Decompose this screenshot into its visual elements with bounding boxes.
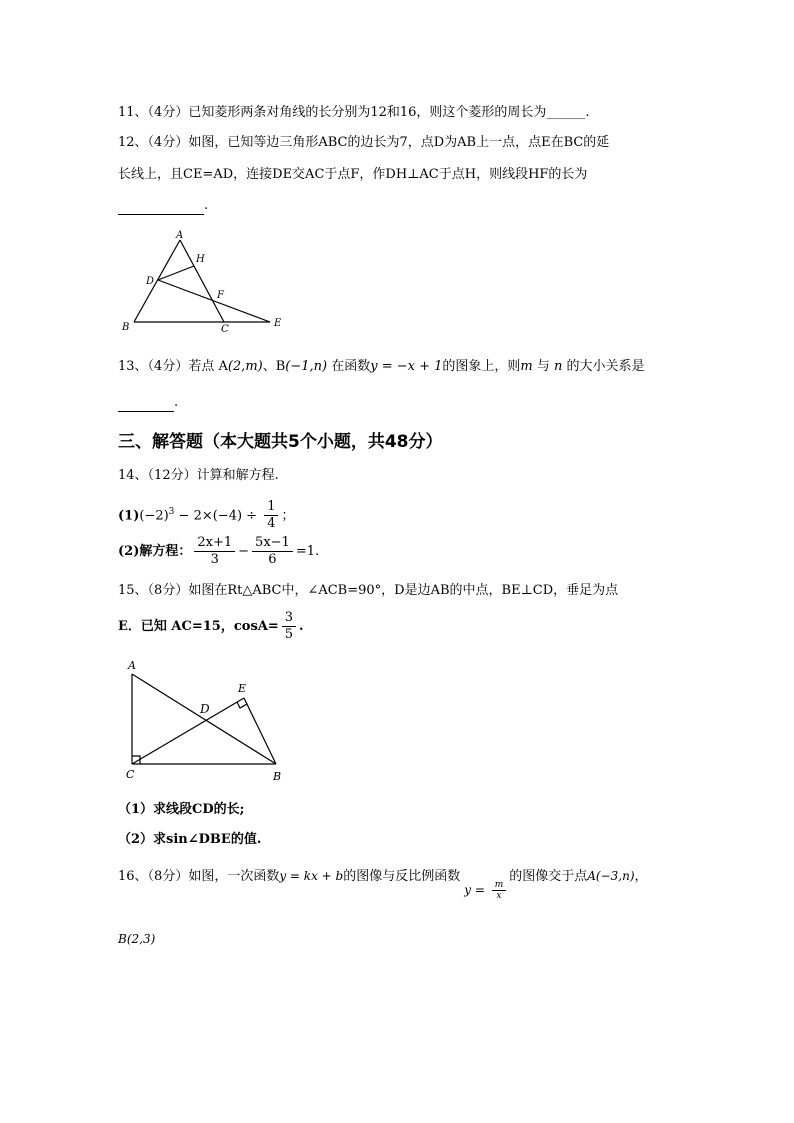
q15-sub1-text: （1）求线段CD的长; bbox=[118, 802, 245, 817]
question-12-line1 bbox=[118, 134, 609, 152]
q12-line2-text: 长线上，且CE=AD，连接DE交AC于点F，作DH⊥AC于点H，则线段HF的长为 bbox=[118, 167, 588, 182]
q15-sub2-text: （2）求sin∠DBE的值. bbox=[118, 832, 262, 847]
q13-n: n bbox=[554, 359, 563, 374]
fraction-numerator: 3 bbox=[282, 610, 296, 627]
q15-right-triangle-figure bbox=[118, 656, 298, 784]
question-12-answer-blank bbox=[118, 197, 208, 215]
q14-part1-base: (−2) bbox=[139, 508, 169, 524]
question-14-head bbox=[118, 467, 279, 485]
q12-blank-end: . bbox=[204, 198, 209, 213]
fraction-denominator: 3 bbox=[210, 552, 219, 567]
label-A: A bbox=[176, 230, 184, 241]
fraction-denominator: 4 bbox=[267, 516, 276, 532]
q14-part2-rhs: =1 bbox=[295, 544, 315, 559]
q13-prefix: 13、（4分）若点 A bbox=[118, 359, 228, 374]
label-B: B bbox=[273, 770, 282, 783]
answer-blank bbox=[118, 397, 174, 412]
q16-point-a: A(−3,n) bbox=[587, 869, 635, 883]
q14-part2-end: . bbox=[315, 544, 320, 559]
q14-part1-fraction bbox=[264, 499, 278, 532]
label-F: F bbox=[217, 290, 224, 301]
q15-line2-end: . bbox=[299, 619, 304, 634]
label-B: B bbox=[122, 322, 130, 333]
fraction-denominator: 6 bbox=[268, 552, 277, 567]
q16-line1-text-c: 的图像交于点 bbox=[509, 869, 588, 884]
q13-with: 与 bbox=[532, 359, 554, 374]
question-13 bbox=[118, 358, 645, 376]
q13-point-b: (−1,n) bbox=[285, 359, 328, 374]
q13-sep: 、B bbox=[262, 359, 286, 374]
q14-part2-fraction2 bbox=[252, 535, 293, 568]
q14-part2-label: (2)解方程： bbox=[118, 544, 192, 559]
q13-m: m bbox=[520, 359, 533, 374]
q16-line1-text: 16、（8分）如图，一次函数 bbox=[118, 869, 280, 884]
q13-suffix: 的大小关系是 bbox=[562, 359, 645, 374]
q16-point-b: B(2,3) bbox=[118, 932, 156, 946]
q13-function: y = −x + 1 bbox=[370, 359, 443, 374]
q13-mid: 在函数 bbox=[327, 359, 371, 374]
q14-part1-expr: − 2×(−4) ÷ bbox=[174, 508, 262, 524]
q11-text: 11、（4分）已知菱形两条对角线的长分别为12和16，则这个菱形的周长为______. bbox=[118, 105, 590, 120]
q16-line1-end: ， bbox=[634, 869, 648, 884]
q16-func2-y: y = bbox=[464, 883, 489, 897]
question-14-part2 bbox=[118, 534, 319, 570]
q12-triangle-figure bbox=[118, 228, 298, 336]
q14-head-text: 14、（12分）计算和解方程. bbox=[118, 468, 279, 483]
q16-inverse-function bbox=[464, 872, 509, 909]
question-15-line1 bbox=[118, 582, 618, 600]
label-D: D bbox=[200, 702, 210, 716]
q16-linear-function: y = kx + b bbox=[279, 869, 344, 883]
label-A: A bbox=[128, 659, 136, 672]
fraction-numerator: 5x−1 bbox=[252, 535, 293, 552]
q15-line2-text: E．已知 AC=15，cosA= bbox=[118, 619, 279, 634]
answer-blank bbox=[118, 200, 204, 215]
q16-func2-fraction bbox=[492, 880, 507, 901]
q16-line1-text-b: 的图像与反比例函数 bbox=[343, 869, 461, 884]
question-12-line2 bbox=[118, 166, 587, 184]
q14-part2-minus: − bbox=[238, 544, 250, 559]
q15-line1-text: 15、（8分）如图在Rt△ABC中，∠ACB=90°，D是边AB的中点，BE⊥CD，垂足为点 bbox=[118, 583, 619, 598]
q14-part1-exponent: 3 bbox=[168, 507, 175, 517]
question-11 bbox=[118, 104, 590, 122]
question-15-line2 bbox=[118, 609, 304, 645]
fraction-numerator: 2x+1 bbox=[194, 535, 235, 552]
question-16-line2 bbox=[118, 930, 155, 949]
q14-part1-label: (1) bbox=[118, 508, 140, 524]
label-C: C bbox=[126, 768, 135, 781]
question-15-sub1 bbox=[118, 801, 244, 819]
q12-line1-text: 12、（4分）如图，已知等边三角形ABC的边长为7，点D为AB上一点，点E在BC的延 bbox=[118, 135, 610, 150]
label-C: C bbox=[221, 324, 229, 335]
q14-part2-fraction1 bbox=[194, 535, 235, 568]
section-3-heading: 三、解答题（本大题共5个小题，共48分） bbox=[118, 432, 443, 452]
question-13-answer-blank bbox=[118, 394, 178, 412]
fraction-denominator: 5 bbox=[284, 627, 294, 642]
label-H: H bbox=[196, 254, 205, 265]
question-16-line1 bbox=[118, 858, 648, 901]
question-14-part1 bbox=[118, 494, 295, 530]
q13-mid2: 的图象上，则 bbox=[442, 359, 521, 374]
q14-part1-end: ； bbox=[281, 508, 295, 524]
label-E: E bbox=[274, 318, 282, 329]
q15-cos-fraction bbox=[282, 610, 296, 643]
fraction-denominator: x bbox=[496, 891, 502, 901]
q13-point-a: (2,m) bbox=[227, 359, 263, 374]
label-E: E bbox=[238, 682, 247, 695]
q13-blank-end: . bbox=[174, 395, 179, 410]
label-D: D bbox=[146, 276, 155, 287]
question-15-sub2 bbox=[118, 831, 261, 849]
fraction-numerator: m bbox=[492, 880, 507, 891]
fraction-numerator: 1 bbox=[264, 499, 278, 516]
